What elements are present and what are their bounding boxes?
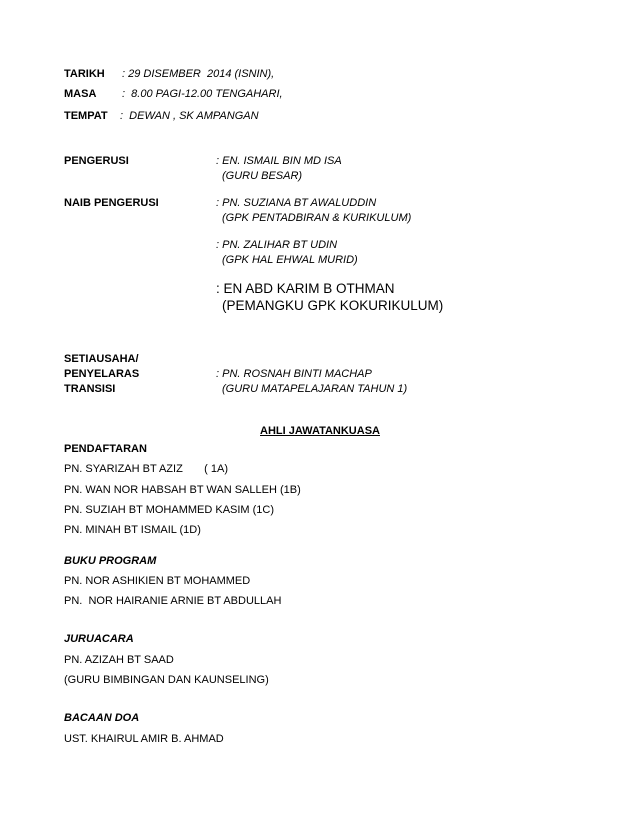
pendaftaran-member: PN. SUZIAH BT MOHAMMED KASIM (1C) xyxy=(64,504,275,516)
buku-program-member: PN. NOR HAIRANIE ARNIE BT ABDULLAH xyxy=(64,595,282,607)
naib2-name: : PN. ZALIHAR BT UDIN xyxy=(216,239,338,251)
juruacara-title: JURUACARA xyxy=(64,633,134,645)
bacaan-doa-title: BACAAN DOA xyxy=(64,712,140,724)
juruacara-member: PN. AZIZAH BT SAAD xyxy=(64,654,174,666)
tempat-value: : DEWAN , SK AMPANGAN xyxy=(120,110,259,122)
pendaftaran-title: PENDAFTARAN xyxy=(64,443,147,455)
setiausaha-label-line2: PENYELARAS xyxy=(64,368,140,380)
naib2-role: (GPK HAL EHWAL MURID) xyxy=(222,254,358,266)
committee-heading: AHLI JAWATANKUASA xyxy=(260,425,380,437)
masa-value: : 8.00 PAGI-12.00 TENGAHARI, xyxy=(122,88,283,100)
setiausaha-label-line3: TRANSISI xyxy=(64,383,116,395)
naib3-name: : EN ABD KARIM B OTHMAN xyxy=(216,281,395,296)
buku-program-member: PN. NOR ASHIKIEN BT MOHAMMED xyxy=(64,575,251,587)
pengerusi-role: (GURU BESAR) xyxy=(222,170,303,182)
juruacara-member: (GURU BIMBINGAN DAN KAUNSELING) xyxy=(64,674,269,686)
tarikh-label: TARIKH xyxy=(64,68,105,80)
tempat-label: TEMPAT xyxy=(64,110,108,122)
pendaftaran-member: PN. MINAH BT ISMAIL (1D) xyxy=(64,524,201,536)
pendaftaran-member: PN. SYARIZAH BT AZIZ ( 1A) xyxy=(64,463,229,475)
buku-program-title: BUKU PROGRAM xyxy=(64,555,157,567)
pengerusi-name: : EN. ISMAIL BIN MD ISA xyxy=(216,155,342,167)
setiausaha-role: (GURU MATAPELAJARAN TAHUN 1) xyxy=(222,383,408,395)
pendaftaran-member: PN. WAN NOR HABSAH BT WAN SALLEH (1B) xyxy=(64,484,301,496)
naib3-role: (PEMANGKU GPK KOKURIKULUM) xyxy=(222,298,444,313)
bacaan-doa-member: UST. KHAIRUL AMIR B. AHMAD xyxy=(64,733,224,745)
setiausaha-name: : PN. ROSNAH BINTI MACHAP xyxy=(216,368,372,380)
masa-label: MASA xyxy=(64,88,97,100)
naib1-name: : PN. SUZIANA BT AWALUDDIN xyxy=(216,197,377,209)
naib1-role: (GPK PENTADBIRAN & KURIKULUM) xyxy=(222,212,412,224)
pengerusi-label: PENGERUSI xyxy=(64,155,129,167)
tarikh-value: : 29 DISEMBER 2014 (ISNIN), xyxy=(122,68,275,80)
setiausaha-label-line1: SETIAUSAHA/ xyxy=(64,353,139,365)
naib-pengerusi-label: NAIB PENGERUSI xyxy=(64,197,159,209)
